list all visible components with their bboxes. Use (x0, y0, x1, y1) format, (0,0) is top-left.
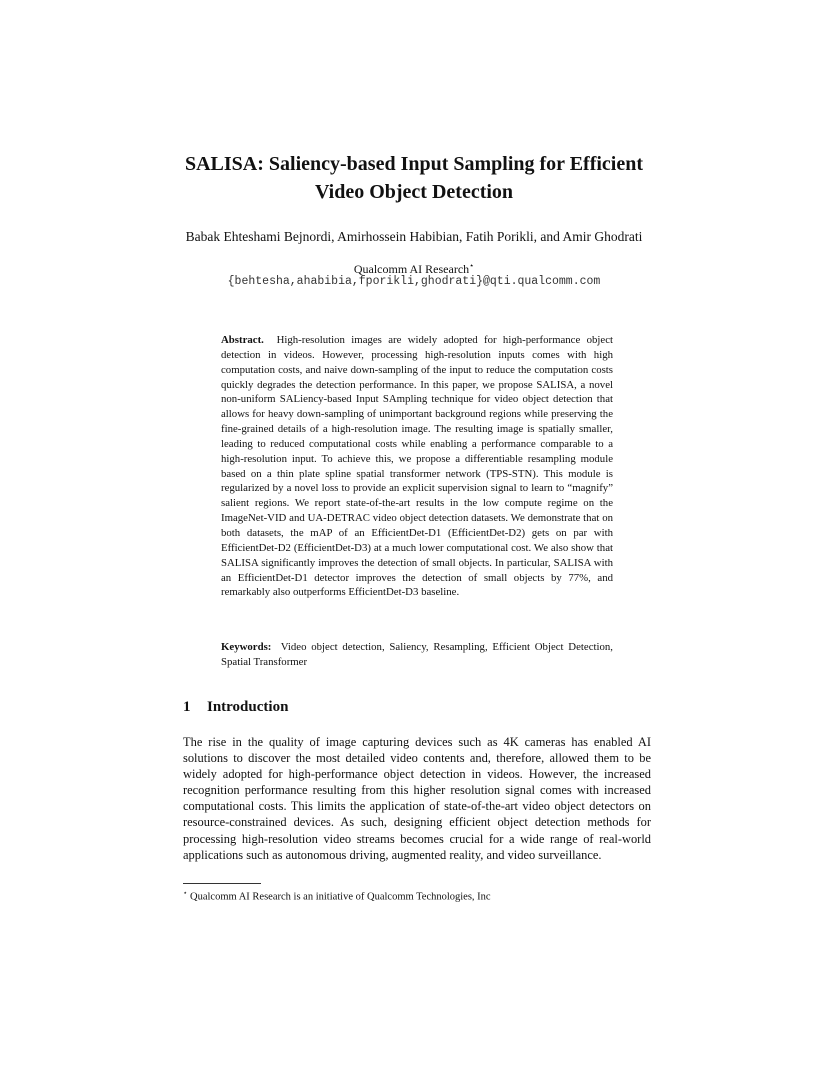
author-list: Babak Ehteshami Bejnordi, Amirhossein Habibian, Fatih Porikli, and Amir Ghodrati (185, 229, 643, 244)
keywords-label: Keywords: (221, 641, 272, 653)
abstract-text: High-resolution images are widely adopted for high-performance object detection in videos. However, processing high-resolution inputs comes with high computation costs, and naive down-sampling of the input to reduce the computation costs quickly degrades the detection performance. In this paper, we propose SALISA, a novel non-uniform SALiency-based Input SAmpling technique for video object detection that allows for heavy down-sampling of unimportant background regions while preserving the fine-grained details of a high-resolution image. The resulting image is spatially smaller, leading to reduced computational costs while enabling a performance comparable to a high-resolution input. To achieve this, we propose a differentiable resampling module based on a thin plate spline spatial transformer network (TPS-STN). This module is regularized by a novel loss to provide an explicit supervision signal to learn to “magnify” salient regions. We report state-of-the-art results in the low compute regime on the ImageNet-VID and UA-DETRAC video object detection datasets. We demonstrate that on both datasets, the mAP of an EfficientDet-D1 (EfficientDet-D2) gets on par with EfficientDet-D2 (EfficientDet-D3) at a much lower computational cost. We also show that SALISA significantly improves the detection of small objects. In particular, SALISA with an EfficientDet-D1 detector improves the detection of small objects by 77%, and remarkably also outperforms EfficientDet-D3 baseline. (221, 334, 613, 599)
title-line-1: SALISA: Saliency-based Input Sampling for Efficient (184, 153, 644, 175)
paper-title (120, 150, 708, 206)
title-line-2: Video Object Detection (314, 181, 514, 203)
affiliation-name: Qualcomm AI Research (353, 262, 470, 276)
keywords (221, 640, 613, 670)
footnote-rule (183, 883, 261, 884)
abstract-label: Abstract. (221, 334, 264, 346)
author-emails: {behtesha,ahabibia,fporikli,ghodrati}@qti.qualcomm.com (227, 275, 601, 288)
footnote-text: Qualcomm AI Research is an initiative of Qualcomm Technologies, Inc (190, 891, 491, 903)
introduction-paragraph: The rise in the quality of image capturing devices such as 4K cameras has enabled AI solutions to discover the most detailed video contents and, therefore, allowed them to be widely adopted for high-performance object detection in videos. However, the increased recognition performance resulting from this higher resolution signal comes with increased computational costs. This limits the application of state-of-the-art video object detectors on resource-constrained devices. As such, designing efficient object detection methods for processing high-resolution video streams becomes crucial for a wide range of real-world applications such as autonomous driving, augmented reality, and video surveillance. (183, 735, 651, 862)
keywords-text: Video object detection, Saliency, Resampling, Efficient Object Detection, Spatial Transformer (221, 641, 613, 668)
section-heading-introduction (183, 697, 288, 717)
abstract (221, 333, 613, 600)
section-number: 1 (183, 699, 191, 715)
section-title: Introduction (207, 699, 289, 715)
footnote (183, 886, 651, 905)
affiliation-footnote-mark: ⋆ (469, 261, 475, 270)
footnote-mark: ⋆ (183, 889, 188, 897)
